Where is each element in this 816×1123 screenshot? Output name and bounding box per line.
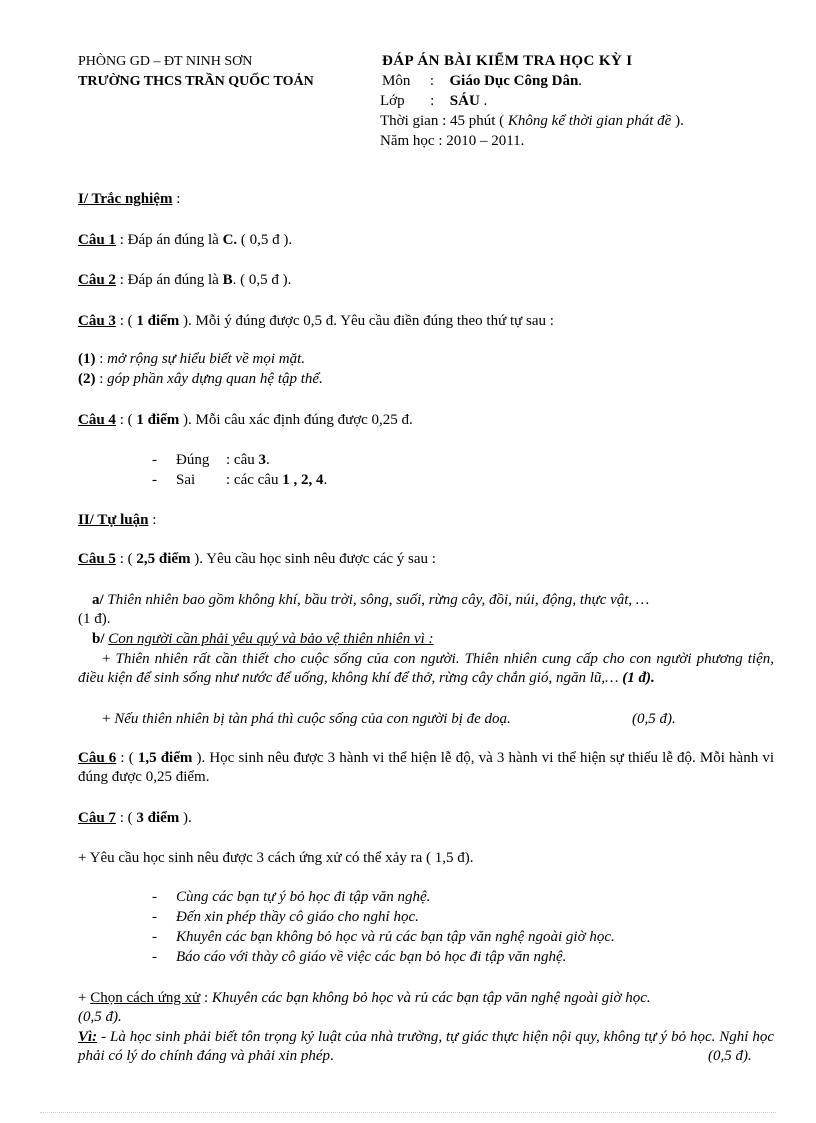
section-1-title: I/ Trắc nghiệm (78, 191, 173, 207)
section-1-heading (78, 190, 180, 209)
question-1-pre: : Đáp án đúng là (115, 232, 223, 248)
reason-dash: - (101, 1029, 107, 1045)
false-value: 1 , 2, 4 (282, 472, 324, 488)
subject-value: Giáo Dục Công Dân (449, 73, 579, 89)
reason (78, 1028, 774, 1066)
true-value: 3 (258, 452, 266, 468)
false-pre: : các câu (226, 472, 283, 488)
part-b-point-2 (102, 710, 511, 729)
option-4-dash: - (152, 949, 157, 965)
question-2 (78, 271, 291, 290)
question-3-item-1 (78, 350, 305, 369)
question-5-points: 2,5 điểm (136, 551, 191, 567)
part-b-label: b/ (92, 631, 105, 647)
point-1-plus: + (102, 651, 111, 667)
question-6-text: ). Học sinh nêu được 3 hành vi thể hiện lễ độ, và 3 hành vi thể hiện sự thiếu lễ độ. Mỗi hành vi đúng được 0,25 điểm. (78, 750, 774, 785)
question-5-a (92, 591, 649, 610)
true-dash: - (152, 452, 157, 468)
false-answers: : các câu 1 , 2, 4. (226, 472, 328, 488)
question-7-pre: : ( (115, 810, 137, 826)
question-7-label: Câu 7 (78, 810, 116, 826)
time-text: Thời gian : 45 phút ( (380, 113, 505, 129)
option-3: Khuyên các bạn không bỏ học và rủ các bạn tập văn nghệ ngoài giờ học. (176, 929, 615, 945)
time-note: Không kể thời gian phát đề (507, 113, 672, 129)
choice-colon: : (200, 990, 212, 1006)
time-line (380, 112, 684, 131)
item-2-number: (2) (78, 371, 96, 387)
question-4-points: 1 điểm (136, 412, 180, 428)
question-1-answer: C. (222, 232, 238, 248)
question-6-label: Câu 6 (78, 750, 117, 766)
question-5-text: ). Yêu cầu học sinh nêu được các ý sau : (190, 551, 436, 567)
part-a-score: (1 đ). (78, 611, 111, 627)
question-2-score: . ( 0,5 đ ). (232, 272, 292, 288)
option-2-dash: - (152, 909, 157, 925)
question-3-text: ). Mỗi ý đúng được 0,5 đ. Yêu cầu điền đúng theo thứ tự sau : (179, 313, 554, 329)
part-a-label: a/ (92, 592, 104, 608)
part-b-text: Con người cần phải yêu quý và bảo vệ thiên nhiên vì : (108, 631, 434, 647)
option-2: Đến xin phép thầy cô giáo cho nghỉ học. (176, 909, 419, 925)
point-2-plus: + (102, 711, 111, 727)
document-title: ĐÁP ÁN BÀI KIỂM TRA HỌC KỲ I (382, 53, 633, 69)
point-1-score: (1 đ). (622, 670, 655, 686)
section-2-heading (78, 511, 156, 530)
subject-label: Môn (382, 73, 411, 89)
question-7-points: 3 điểm (136, 810, 180, 826)
section-2-title: II/ Tự luận (78, 512, 149, 528)
point-1-text: Thiên nhiên rất cần thiết cho cuộc sống của con người. Thiên nhiên cung cấp cho con người phương tiện, điều kiện để sinh sống như nước để uống, không khí để thở, rừng cây chắn gió, ngăn lũ,… (78, 651, 775, 686)
item-1-text: mở rộng sự hiểu biết về mọi mặt. (107, 351, 305, 367)
question-4-pre: : ( (115, 412, 137, 428)
question-6 (78, 749, 774, 787)
question-4-text: ). Mỗi câu xác định đúng được 0,25 đ. (179, 412, 413, 428)
question-2-answer: B (222, 272, 233, 288)
choice-label: Chọn cách ứng xử (90, 990, 201, 1006)
question-6-pre: : ( (116, 750, 138, 766)
class-label: Lớp (380, 93, 405, 109)
section-1-suffix: : (172, 191, 181, 207)
reason-dot: . (330, 1048, 334, 1064)
choice-text: Khuyên các bạn không bỏ học và rủ các bạn tập văn nghệ ngoài giờ học. (211, 990, 651, 1006)
department-name: PHÒNG GD – ĐT NINH SƠN (78, 54, 253, 69)
question-7-intro: + Yêu cầu học sinh nêu được 3 cách ứng xử có thể xảy ra ( 1,5 đ). (78, 850, 474, 866)
item-1-number: (1) (78, 351, 96, 367)
question-5-label: Câu 5 (78, 551, 116, 567)
option-3-dash: - (152, 929, 157, 945)
question-3 (78, 312, 554, 331)
question-4-label: Câu 4 (78, 412, 116, 428)
false-label: Sai (176, 472, 196, 488)
part-a-text: Thiên nhiên bao gồm không khí, bầu trời, sông, suối, rừng cây, đồi, núi, động, thực vật, … (107, 592, 650, 608)
question-5-pre: : ( (115, 551, 137, 567)
section-2-suffix: : (148, 512, 157, 528)
subject-colon: : (429, 73, 435, 89)
question-7-text: ). (179, 810, 192, 826)
point-2-score: (0,5 đ). (632, 711, 676, 727)
question-3-points: 1 điểm (136, 313, 180, 329)
question-6-points: 1,5 điểm (137, 750, 193, 766)
true-pre: : câu (226, 452, 259, 468)
true-answers: : câu 3. (226, 452, 270, 468)
item-2-text: góp phần xây dựng quan hệ tập thể. (107, 371, 323, 387)
question-3-label: Câu 3 (78, 313, 116, 329)
reason-score: (0,5 đ). (708, 1048, 752, 1064)
question-1 (78, 231, 292, 250)
question-3-pre: : ( (115, 313, 137, 329)
question-3-item-2 (78, 370, 323, 389)
question-2-pre: : Đáp án đúng là (115, 272, 223, 288)
true-label: Đúng (176, 452, 210, 468)
part-b-point-1 (78, 650, 774, 688)
school-year: Năm học : 2010 – 2011. (380, 133, 525, 149)
question-7 (78, 809, 192, 828)
option-1: Cùng các bạn tự ý bỏ học đi tập văn nghệ. (176, 889, 431, 905)
choice-plus: + (78, 990, 87, 1006)
class-value: SÁU (449, 93, 480, 109)
school-name: TRƯỜNG THCS TRẦN QUỐC TOẢN (78, 74, 314, 89)
item-1-colon: : (95, 351, 108, 367)
reason-label: Vì: (78, 1029, 98, 1045)
question-5-b (92, 630, 434, 649)
question-5 (78, 550, 436, 569)
reason-text: Là học sinh phải biết tôn trọng kỷ luật của nhà trường, tự giác thực hiện nội quy, không tự ý bỏ học. Nghỉ học phải có lý do chính đáng và phải xin phép (78, 1029, 775, 1064)
chosen-behavior (78, 989, 651, 1008)
page-bottom-divider (40, 1112, 776, 1113)
item-2-colon: : (95, 371, 108, 387)
choice-score: (0,5 đ). (78, 1009, 122, 1025)
false-dash: - (152, 472, 157, 488)
time-end: ). (675, 113, 684, 129)
question-2-label: Câu 2 (78, 272, 116, 288)
point-2-text: Nếu thiên nhiên bị tàn phá thì cuộc sống của con người bị đe doạ. (114, 711, 511, 727)
class-line: Lớp : SÁU . (380, 93, 488, 109)
question-1-label: Câu 1 (78, 232, 116, 248)
question-4 (78, 411, 413, 430)
subject-line: Môn : Giáo Dục Công Dân. (382, 73, 583, 89)
question-1-score: ( 0,5 đ ). (237, 232, 293, 248)
option-1-dash: - (152, 889, 157, 905)
option-4: Báo cáo với thày cô giáo về việc các bạn bỏ học đi tập văn nghệ. (176, 949, 567, 965)
class-colon: : (430, 93, 435, 109)
